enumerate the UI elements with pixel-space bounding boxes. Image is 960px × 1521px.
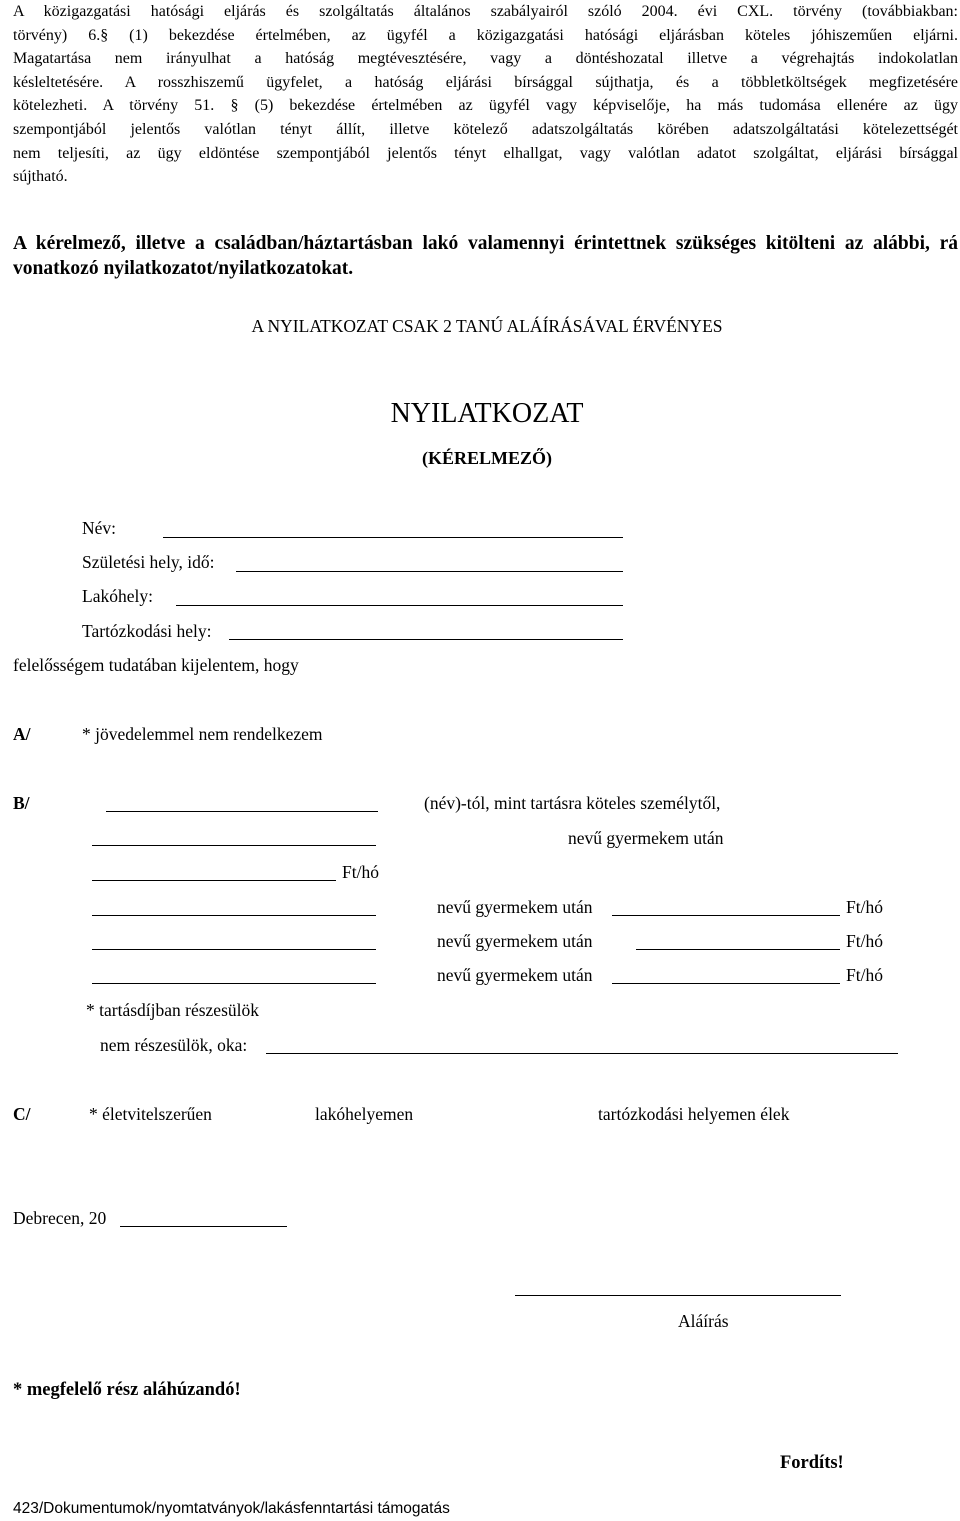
legal-notice-line: késleltetésére. A rosszhiszemű ügyfelet, a hatóság eljárási bírsággal sújthatja, és a többletköltségek megfizetésére bbox=[13, 73, 958, 91]
legal-notice-line: A közigazgatási hatósági eljárás és szolgáltatás általános szabályairól szóló 2004. évi CXL. törvény (továbbiakban: bbox=[13, 3, 958, 20]
amount-field[interactable] bbox=[612, 983, 840, 984]
birth-field[interactable] bbox=[236, 571, 623, 572]
reason-field[interactable] bbox=[266, 1053, 898, 1054]
child-name-field[interactable] bbox=[92, 949, 376, 950]
obligor-name-field[interactable] bbox=[106, 811, 378, 812]
section-c-label: C/ bbox=[13, 1104, 31, 1124]
ft-ho-text: Ft/hó bbox=[846, 897, 883, 917]
amount-field[interactable] bbox=[636, 949, 840, 950]
ft-ho-text: Ft/hó bbox=[342, 862, 379, 882]
legal-notice-line: sújtható. bbox=[13, 168, 68, 186]
not-receive-option[interactable]: nem részesülök, oka: bbox=[100, 1035, 248, 1055]
section-a-option[interactable]: * jövedelemmel nem rendelkezem bbox=[82, 724, 323, 744]
stay-label: Tartózkodási hely: bbox=[82, 621, 212, 641]
section-b-label: B/ bbox=[13, 793, 30, 813]
child-after-text: nevű gyermekem után bbox=[437, 931, 593, 951]
footer-path: 423/Dokumentumok/nyomtatványok/lakásfenntartási támogatás bbox=[13, 1500, 450, 1517]
child-after-text: nevű gyermekem után bbox=[568, 828, 724, 848]
legal-notice-line: szempontjából jelentős valótlan tényt állít, illetve kötelező adatszolgáltatás körében adatszolgáltatási kötelezettségét bbox=[13, 120, 958, 138]
legal-notice-line: kötelezheti. A törvény 51. § (5) bekezdése értelmében az ügyfél vagy képviselője, ha más tudomása ellenére az ügy bbox=[13, 97, 958, 115]
witness-note: A NYILATKOZAT CSAK 2 TANÚ ALÁÍRÁSÁVAL ÉRVÉNYES bbox=[251, 316, 723, 336]
declaration-text: felelősségem tudatában kijelentem, hogy bbox=[13, 655, 299, 675]
child-after-text: nevű gyermekem után bbox=[437, 965, 593, 985]
section-c-option-3[interactable]: tartózkodási helyemen élek bbox=[598, 1104, 790, 1124]
residence-label: Lakóhely: bbox=[82, 586, 153, 606]
section-c-option-1[interactable]: * életvitelszerűen bbox=[89, 1104, 212, 1124]
amount-field[interactable] bbox=[612, 915, 840, 916]
name-label: Név: bbox=[82, 518, 117, 538]
child-name-field[interactable] bbox=[92, 983, 376, 984]
place-date-label: Debrecen, 20 bbox=[13, 1208, 107, 1228]
child-name-field[interactable] bbox=[92, 845, 376, 846]
obligor-text: (név)-tól, mint tartásra köteles személytől, bbox=[424, 793, 721, 813]
turn-over-note: Fordíts! bbox=[780, 1453, 844, 1473]
stay-field[interactable] bbox=[229, 639, 623, 640]
instruction-text: A kérelmező, illetve a családban/háztartásban lakó valamennyi érintettnek szükséges kitölteni az alábbi, rá vonatkozó nyilatkozatot/nyilatkozatokat. bbox=[13, 233, 958, 279]
birth-label: Születési hely, idő: bbox=[82, 552, 215, 572]
legal-notice bbox=[13, 0, 958, 189]
date-field[interactable] bbox=[120, 1226, 287, 1227]
legal-notice-line: törvény) 6.§ (1) bekezdése értelmében, az ügyfél a közigazgatási hatósági eljárásban köteles jóhiszeműen eljárni. bbox=[13, 26, 958, 44]
amount-field[interactable] bbox=[92, 880, 336, 881]
legal-notice-line: Magatartása nem irányulhat a hatóság megtévesztésére, vagy a döntéshozatal illetve a végrehajtás indokolatlan bbox=[13, 50, 958, 68]
receive-option[interactable]: * tartásdíjban részesülök bbox=[86, 1000, 260, 1020]
signature-label: Aláírás bbox=[678, 1311, 729, 1331]
child-name-field[interactable] bbox=[92, 915, 376, 916]
child-after-text: nevű gyermekem után bbox=[437, 897, 593, 917]
legal-notice-line: nem teljesíti, az ügy eldöntése szempontjából jelentős tényt elhallgat, vagy valótlan adatot szolgáltat, eljárási bírsággal bbox=[13, 144, 958, 162]
document-subtitle: (KÉRELMEZŐ) bbox=[421, 448, 552, 468]
document-title: NYILATKOZAT bbox=[390, 398, 584, 429]
section-a-label: A/ bbox=[13, 724, 31, 744]
ft-ho-text: Ft/hó bbox=[846, 931, 883, 951]
section-c-option-2[interactable]: lakóhelyemen bbox=[315, 1104, 414, 1124]
ft-ho-text: Ft/hó bbox=[846, 965, 883, 985]
name-field[interactable] bbox=[163, 537, 623, 538]
underline-note: * megfelelő rész aláhúzandó! bbox=[13, 1380, 241, 1400]
signature-line[interactable] bbox=[515, 1295, 841, 1296]
residence-field[interactable] bbox=[176, 605, 623, 606]
